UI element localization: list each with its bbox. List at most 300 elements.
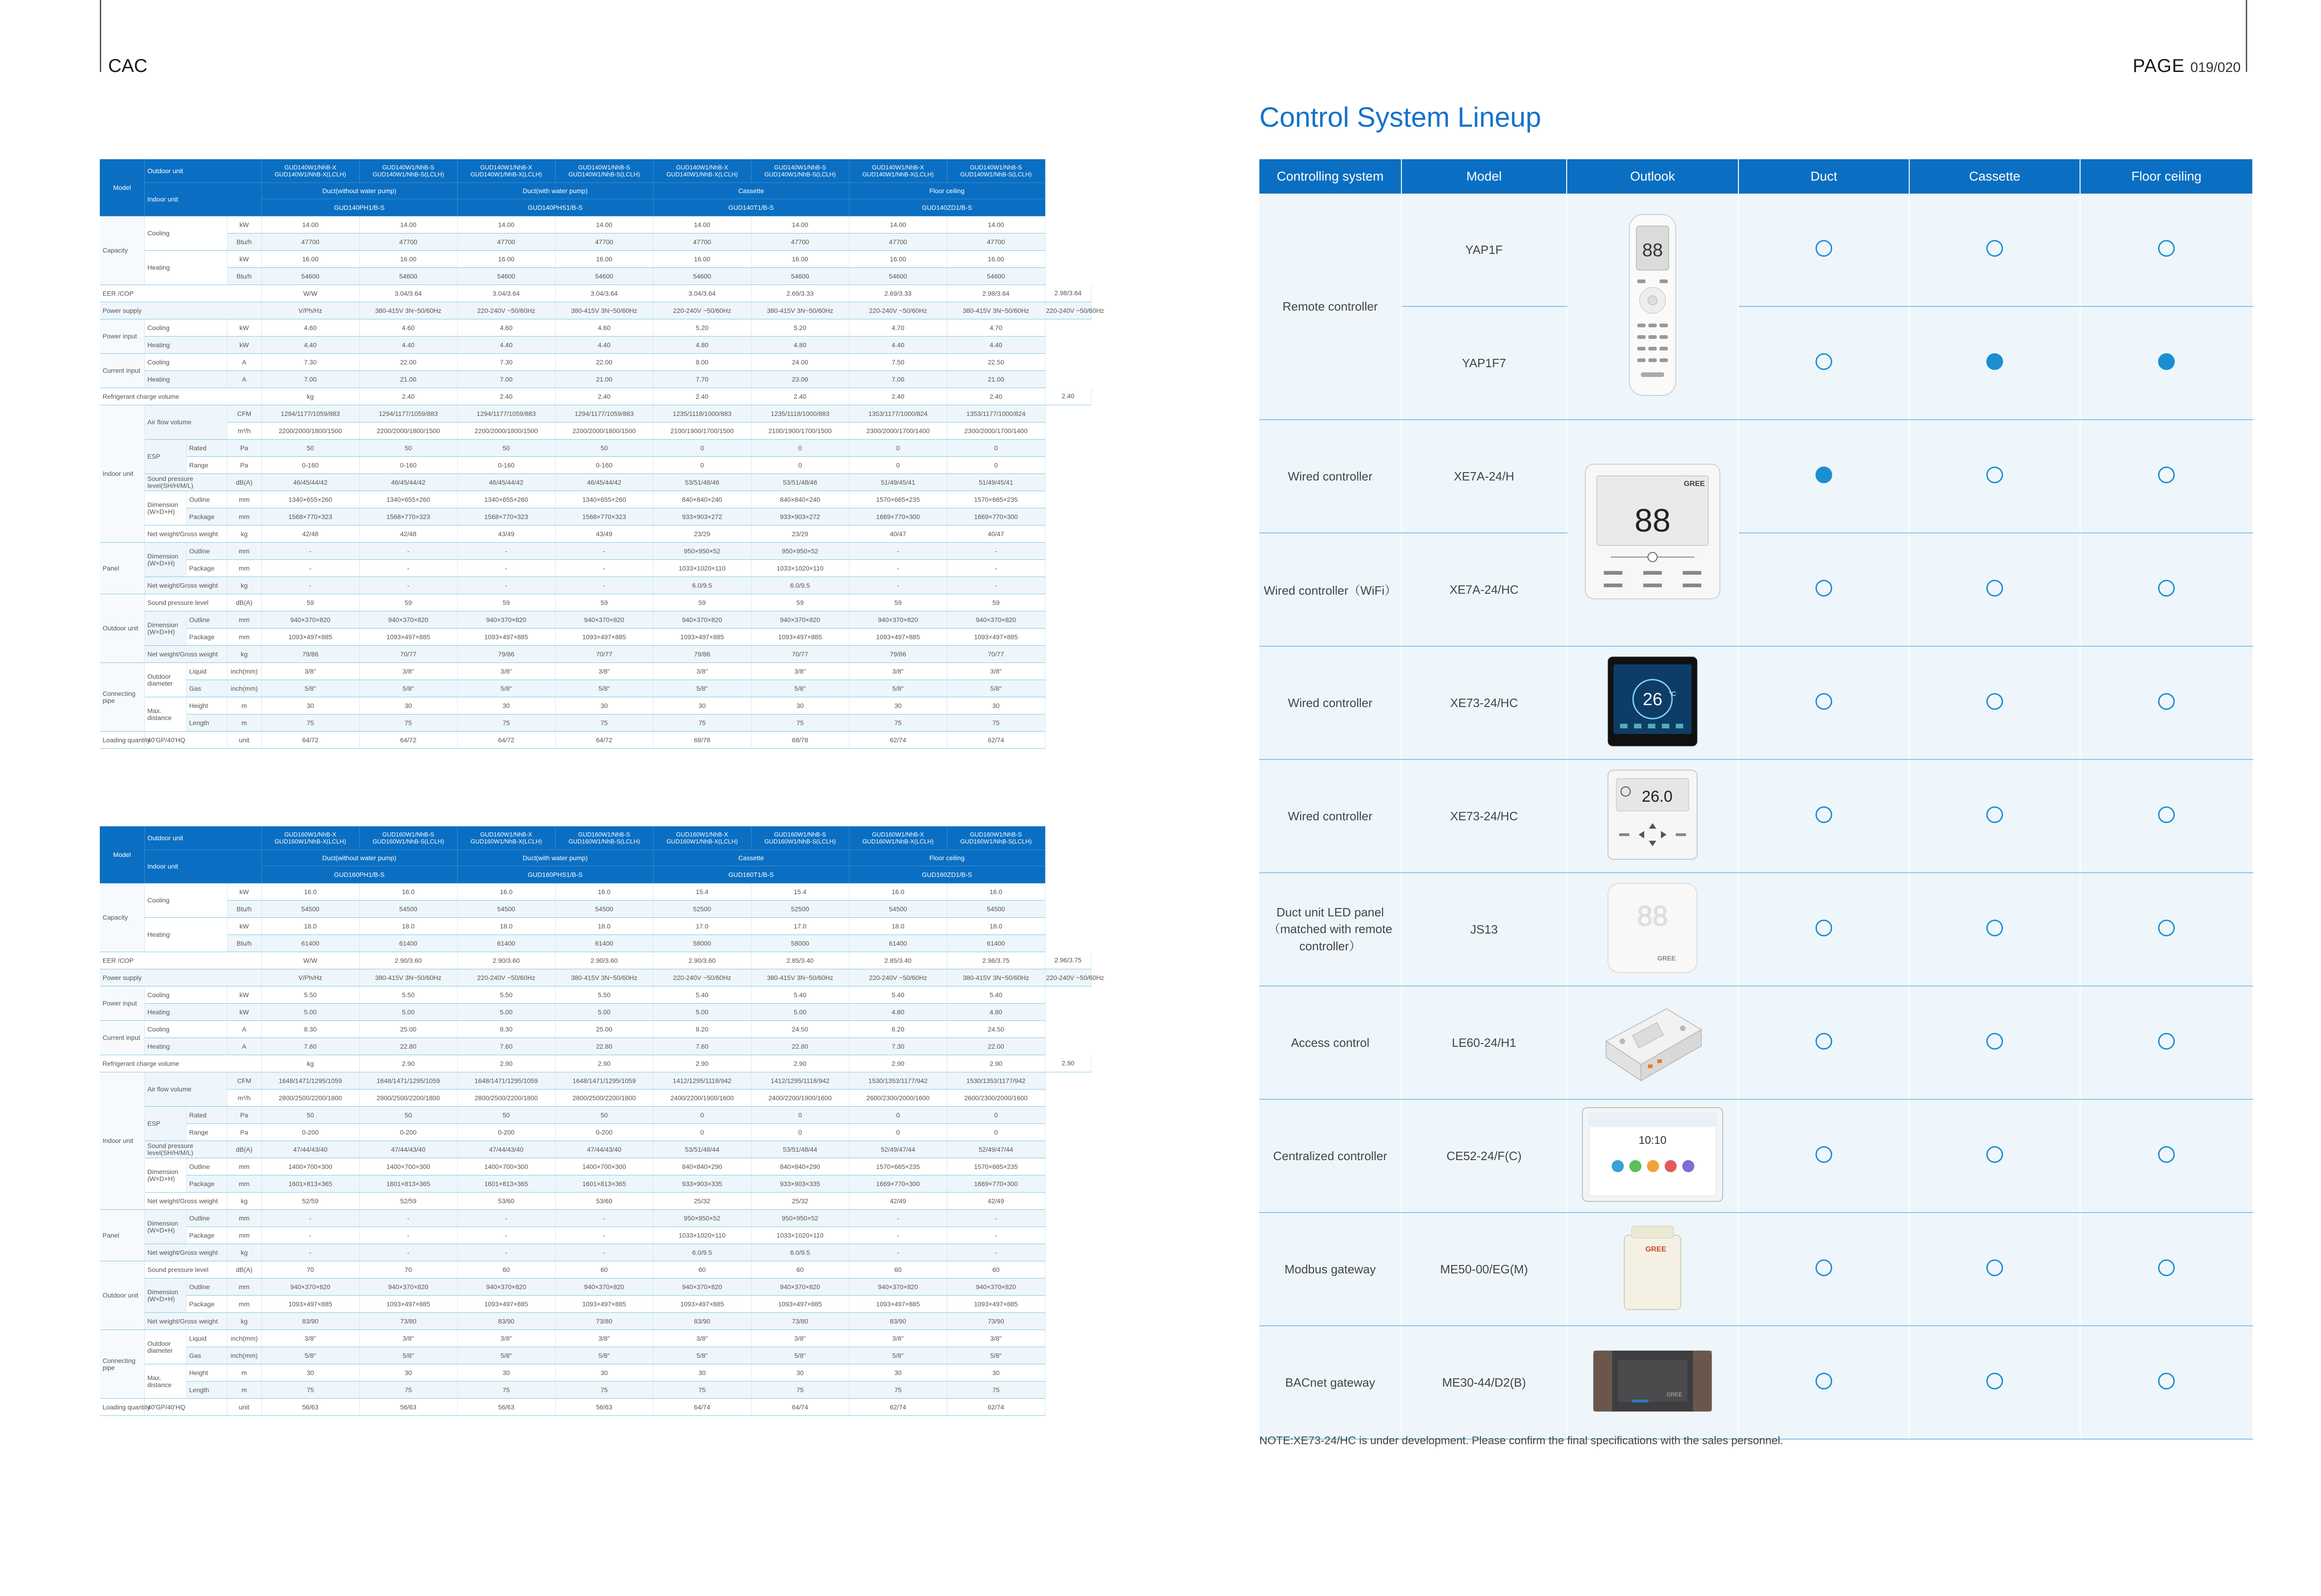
lineup-row: [1259, 1213, 2253, 1326]
spec-table-160: [100, 826, 1104, 1416]
spec-value-cell: 5/8": [359, 1347, 457, 1364]
spec-row: [100, 388, 1091, 405]
spec-value-cell: 5.20: [751, 319, 849, 337]
spec-unit: dB(A): [227, 1261, 261, 1278]
duct-cell: [1738, 759, 1909, 873]
spec-row: [100, 354, 1091, 371]
spec-row: [100, 1107, 1091, 1124]
spec-value-cell: 0-160: [555, 457, 653, 474]
outdoor-model-cell: GUD160W1/NhB-S GUD160W1/NhB-S(LCLH): [555, 826, 653, 850]
spec-value-cell: 16.00: [751, 251, 849, 268]
spec-value-cell: 4.40: [849, 337, 947, 354]
spec-value-cell: 5.00: [261, 1004, 359, 1021]
spec-value-cell: 1530/1353/1177/942: [947, 1072, 1045, 1090]
outdoor-model-cell: GUD160W1/NhB-X GUD160W1/NhB-X(LCLH): [849, 826, 947, 850]
page-title: Control System Lineup: [1259, 102, 1541, 133]
spec-value-cell: 1601×813×365: [457, 1175, 555, 1193]
hollow-circle-icon: [2158, 1373, 2175, 1389]
spec-value-cell: 1353/1177/1000/824: [849, 405, 947, 422]
spec-group-label: Connecting pipe: [100, 663, 144, 732]
model-cell: LE60-24/H1: [1401, 986, 1567, 1099]
spec-value-cell: 0: [947, 457, 1045, 474]
spec-value-cell: 59: [359, 594, 457, 611]
spec-value-cell: 2.85/3.40: [751, 952, 849, 969]
spec-value-cell: 8.20: [653, 1021, 751, 1038]
spec-value-cell: 940×370×820: [653, 611, 751, 629]
spec-value-cell: -: [457, 560, 555, 577]
spec-value-cell: 4.80: [751, 337, 849, 354]
spec-value-cell: 5.00: [555, 1004, 653, 1021]
spec-value-cell: 18.0: [947, 918, 1045, 935]
spec-sub-label: Cooling: [144, 1021, 227, 1038]
spec-value-cell: 30: [457, 697, 555, 714]
spec-value-cell: 5/8": [653, 1347, 751, 1364]
spec-value-cell: 70/77: [947, 646, 1045, 663]
hollow-circle-icon: [1986, 920, 2003, 936]
spec-value-cell: 4.60: [261, 319, 359, 337]
hollow-circle-icon: [1815, 806, 1832, 823]
spec-value-cell: 2.40: [947, 388, 1045, 405]
spec-value-cell: 3/8": [653, 663, 751, 680]
spec-value-cell: 2.98/3.64: [1045, 285, 1091, 302]
spec-row: [100, 1038, 1091, 1055]
spec-third-label: Range: [186, 1124, 227, 1141]
spec-row: [100, 457, 1091, 474]
spec-value-cell: 1093×497×885: [947, 629, 1045, 646]
spec-value-cell: 75: [849, 1382, 947, 1399]
spec-value-cell: 5/8": [555, 1347, 653, 1364]
spec-value-cell: -: [849, 577, 947, 594]
spec-value-cell: 5.00: [359, 1004, 457, 1021]
spec-value-cell: 1093×497×885: [849, 1296, 947, 1313]
hollow-circle-icon: [1986, 240, 2003, 257]
spec-value-cell: 73/90: [947, 1313, 1045, 1330]
spec-value-cell: 60: [457, 1261, 555, 1278]
spec-third-label: Outline: [186, 611, 227, 629]
spec-unit: Pa: [227, 1124, 261, 1141]
spec-value-cell: 1400×700×300: [555, 1158, 653, 1175]
spec-value-cell: 0-200: [261, 1124, 359, 1141]
spec-value-cell: 2.90: [457, 1055, 555, 1072]
spec-row: [100, 1227, 1091, 1244]
spec-unit: A: [227, 1021, 261, 1038]
spec-value-cell: 933×903×335: [751, 1175, 849, 1193]
spec-value-cell: 16.00: [849, 251, 947, 268]
spec-sub-label: Dimension (W×D×H): [144, 1158, 186, 1193]
spec-value-cell: 47/44/43/40: [359, 1141, 457, 1158]
duct-cell: [1738, 1213, 1909, 1326]
spec-value-cell: 53/51/48/44: [653, 1141, 751, 1158]
spec-value-cell: 2.40: [359, 388, 457, 405]
spec-value-cell: 47700: [555, 234, 653, 251]
spec-value-cell: 940×370×820: [555, 1278, 653, 1296]
spec-row: [100, 714, 1091, 732]
spec-value-cell: 7.60: [261, 1038, 359, 1055]
floor-ceiling-cell: [2080, 1213, 2253, 1326]
spec-row: [100, 1364, 1091, 1382]
spec-value-cell: 2.85/3.40: [849, 952, 947, 969]
spec-value-cell: 61400: [555, 935, 653, 952]
spec-value-cell: 62/74: [849, 732, 947, 749]
spec-value-cell: 0-200: [359, 1124, 457, 1141]
spec-value-cell: 30: [653, 1364, 751, 1382]
spec-value-cell: 83/90: [849, 1313, 947, 1330]
spec-value-cell: 2.69/3.33: [849, 285, 947, 302]
spec-value-cell: 1093×497×885: [261, 629, 359, 646]
spec-value-cell: 16.0: [359, 883, 457, 901]
spec-value-cell: 4.40: [457, 337, 555, 354]
spec-value-cell: 3.04/3.64: [457, 285, 555, 302]
spec-unit: m: [227, 697, 261, 714]
spec-value-cell: 22.00: [555, 354, 653, 371]
spec-group-label: Power input: [100, 986, 144, 1021]
wired-display-text: 88: [1634, 502, 1671, 538]
spec-value-cell: 3.04/3.64: [359, 285, 457, 302]
spec-value-cell: 75: [359, 714, 457, 732]
spec-value-cell: 47700: [359, 234, 457, 251]
spec-value-cell: 0-160: [261, 457, 359, 474]
spec-unit: kW: [227, 337, 261, 354]
spec-unit: unit: [227, 1399, 261, 1416]
spec-value-cell: 70/77: [751, 646, 849, 663]
spec-value-cell: 54600: [457, 268, 555, 285]
spec-value-cell: 0: [751, 440, 849, 457]
spec-value-cell: 940×370×820: [653, 1278, 751, 1296]
spec-value-cell: 1294/1177/1059/883: [555, 405, 653, 422]
led-display-text: 88: [1637, 900, 1668, 932]
col-cassette: Cassette: [1909, 159, 2080, 194]
spec-value-cell: 5/8": [457, 1347, 555, 1364]
duct-cell: [1738, 194, 1909, 306]
spec-value-cell: 6.0/9.5: [751, 577, 849, 594]
spec-head-indoor: Indoor unit: [144, 850, 261, 883]
spec-row: [100, 1004, 1091, 1021]
spec-value-cell: 61400: [359, 935, 457, 952]
spec-value-cell: 75: [849, 714, 947, 732]
spec-value-cell: 56/63: [261, 1399, 359, 1416]
spec-unit: mm: [227, 1278, 261, 1296]
spec-value-cell: 1093×497×885: [555, 1296, 653, 1313]
spec-value-cell: 2.90/3.60: [653, 952, 751, 969]
model-cell: YAP1F7: [1401, 306, 1567, 420]
spec-value-cell: 50: [457, 440, 555, 457]
spec-value-cell: 2300/2000/1700/1400: [849, 422, 947, 440]
spec-value-cell: 380-415V 3N~50/60Hz: [751, 969, 849, 986]
spec-value-cell: 2.40: [1045, 388, 1091, 405]
hollow-circle-icon: [1986, 467, 2003, 483]
spec-third-label: Package: [186, 629, 227, 646]
spec-value-cell: 1601×813×365: [359, 1175, 457, 1193]
spec-value-cell: 7.60: [457, 1038, 555, 1055]
spec-value-cell: -: [457, 1227, 555, 1244]
spec-sub-label: Net weight/Gross weight: [144, 1313, 227, 1330]
spec-value-cell: 3/8": [457, 663, 555, 680]
spec-value-cell: 3.04/3.64: [653, 285, 751, 302]
spec-unit: dB(A): [227, 474, 261, 491]
spec-value-cell: 2800/2500/2200/1800: [261, 1090, 359, 1107]
page-label: PAGE: [2133, 56, 2185, 76]
spec-value-cell: 1235/1118/1000/883: [653, 405, 751, 422]
spec-value-cell: 1648/1471/1295/1059: [555, 1072, 653, 1090]
spec-value-cell: 23.00: [751, 371, 849, 388]
spec-sub-label: 40'GP/40'HQ: [144, 1399, 227, 1416]
spec-value-cell: 1033×1020×110: [653, 1227, 751, 1244]
system-centralized-controller: Centralized controller: [1259, 1099, 1401, 1213]
spec-value-cell: 4.70: [849, 319, 947, 337]
spec-value-cell: 2600/2300/2000/1600: [849, 1090, 947, 1107]
spec-third-label: Outline: [186, 1278, 227, 1296]
spec-head-model: Model: [100, 826, 144, 883]
outlook-bacnet-gateway: [1567, 1326, 1738, 1439]
spec-value-cell: -: [359, 543, 457, 560]
hollow-circle-icon: [1986, 1259, 2003, 1276]
spec-value-cell: 0: [751, 1107, 849, 1124]
outdoor-model-cell: GUD160W1/NhB-X GUD160W1/NhB-X(LCLH): [653, 826, 751, 850]
spec-value-cell: 16.0: [261, 883, 359, 901]
spec-group-label: Current input: [100, 1021, 144, 1055]
hollow-circle-icon: [2158, 240, 2175, 257]
spec-value-cell: 2.40: [555, 388, 653, 405]
spec-value-cell: 2800/2500/2200/1800: [359, 1090, 457, 1107]
spec-value-cell: 5.50: [555, 986, 653, 1004]
filled-circle-icon: [2158, 353, 2175, 370]
outlook-xe73-black: [1567, 646, 1738, 759]
spec-header-indoor-type: [100, 183, 1091, 199]
spec-value-cell: 16.0: [849, 883, 947, 901]
spec-value-cell: 2200/2000/1800/1500: [555, 422, 653, 440]
spec-value-cell: 1033×1020×110: [751, 560, 849, 577]
spec-sub-label: ESP: [144, 1107, 186, 1141]
spec-value-cell: 14.00: [261, 216, 359, 234]
spec-third-label: Rated: [186, 1107, 227, 1124]
modbus-gateway-image: [1613, 1221, 1692, 1314]
floor-ceiling-cell: [2080, 1326, 2253, 1439]
lineup-row: [1259, 1099, 2253, 1213]
spec-value-cell: 1400×700×300: [359, 1158, 457, 1175]
spec-row: [100, 1141, 1091, 1158]
spec-group-label: Current input: [100, 354, 144, 388]
outdoor-model-cell: GUD140W1/NhB-X GUD140W1/NhB-X(LCLH): [261, 159, 359, 183]
spec-value-cell: 950×950×52: [751, 543, 849, 560]
spec-unit: kg: [227, 526, 261, 543]
spec-value-cell: 47700: [947, 234, 1045, 251]
spec-row: [100, 543, 1091, 560]
spec-unit: Btu/h: [227, 234, 261, 251]
outdoor-model-cell: GUD140W1/NhB-S GUD140W1/NhB-S(LCLH): [751, 159, 849, 183]
spec-value-cell: 2.96/3.75: [1045, 952, 1091, 969]
spec-value-cell: 3/8": [555, 1330, 653, 1347]
spec-value-cell: 75: [947, 1382, 1045, 1399]
spec-value-cell: 25/32: [751, 1193, 849, 1210]
spec-value-cell: 14.00: [457, 216, 555, 234]
spec-value-cell: 17.0: [653, 918, 751, 935]
central-time-text: 10:10: [1638, 1134, 1667, 1147]
spec-value-cell: -: [849, 560, 947, 577]
spec-row: [100, 405, 1091, 422]
spec-value-cell: 1601×813×365: [261, 1175, 359, 1193]
spec-unit: mm: [227, 1158, 261, 1175]
spec-value-cell: 1570×665×235: [947, 491, 1045, 508]
indoor-type-cell: Duct(with water pump): [457, 183, 653, 199]
hollow-circle-icon: [1815, 1033, 1832, 1050]
indoor-type-cell: Floor ceiling: [849, 183, 1045, 199]
spec-value-cell: 3/8": [849, 1330, 947, 1347]
spec-value-cell: 5/8": [751, 680, 849, 697]
spec-value-cell: 5/8": [261, 1347, 359, 1364]
spec-value-cell: 1568×770×323: [261, 508, 359, 526]
outdoor-model-cell: GUD140W1/NhB-S GUD140W1/NhB-S(LCLH): [555, 159, 653, 183]
spec-header-indoor-type: [100, 850, 1091, 866]
spec-value-cell: 0: [653, 440, 751, 457]
spec-value-cell: 380-415V 3N~50/60Hz: [947, 302, 1045, 319]
spec-group-label: Power supply: [100, 302, 261, 319]
col-duct: Duct: [1738, 159, 1909, 194]
indoor-model-cell: GUD140ZD1/B-S: [849, 199, 1045, 216]
spec-value-cell: 1400×700×300: [457, 1158, 555, 1175]
spec-value-cell: 50: [261, 440, 359, 457]
spec-value-cell: 47700: [653, 234, 751, 251]
spec-value-cell: 75: [261, 1382, 359, 1399]
spec-value-cell: 79/86: [457, 646, 555, 663]
spec-value-cell: 54600: [555, 268, 653, 285]
spec-value-cell: 950×950×52: [653, 1210, 751, 1227]
floor-ceiling-cell: [2080, 986, 2253, 1099]
spec-value-cell: 52500: [751, 901, 849, 918]
spec-value-cell: -: [947, 1227, 1045, 1244]
hollow-circle-icon: [1815, 1259, 1832, 1276]
spec-value-cell: 8.20: [849, 1021, 947, 1038]
spec-sub-label: Outdoor diameter: [144, 1330, 186, 1364]
spec-third-label: Height: [186, 697, 227, 714]
spec-unit: A: [227, 371, 261, 388]
spec-value-cell: 4.70: [947, 319, 1045, 337]
spec-value-cell: 21.00: [947, 371, 1045, 388]
spec-value-cell: 1400×700×300: [261, 1158, 359, 1175]
cassette-cell: [1909, 759, 2080, 873]
spec-value-cell: 3/8": [457, 1330, 555, 1347]
spec-value-cell: 50: [359, 1107, 457, 1124]
brand-text: GREE: [1657, 954, 1676, 962]
hollow-circle-icon: [1986, 1373, 2003, 1389]
outlook-centralized-controller: [1567, 1099, 1738, 1213]
spec-row: [100, 663, 1091, 680]
spec-value-cell: 7.30: [261, 354, 359, 371]
hollow-circle-icon: [1986, 580, 2003, 597]
outdoor-model-cell: GUD160W1/NhB-X GUD160W1/NhB-X(LCLH): [457, 826, 555, 850]
spec-value-cell: 75: [653, 714, 751, 732]
spec-value-cell: 5/8": [457, 680, 555, 697]
spec-third-label: Liquid: [186, 663, 227, 680]
spec-value-cell: -: [849, 543, 947, 560]
spec-value-cell: 5/8": [849, 680, 947, 697]
spec-value-cell: 1648/1471/1295/1059: [261, 1072, 359, 1090]
spec-value-cell: 42/49: [947, 1193, 1045, 1210]
spec-sub-label: Air flow volume: [144, 1072, 227, 1107]
spec-value-cell: 18.0: [849, 918, 947, 935]
spec-value-cell: 50: [555, 1107, 653, 1124]
outdoor-model-cell: GUD140W1/NhB-X GUD140W1/NhB-X(LCLH): [457, 159, 555, 183]
spec-third-label: Package: [186, 1227, 227, 1244]
spec-value-cell: 51/49/45/41: [947, 474, 1045, 491]
spec-value-cell: 64/72: [359, 732, 457, 749]
spec-value-cell: 54500: [947, 901, 1045, 918]
spec-unit: mm: [227, 1175, 261, 1193]
spec-sub-label: Dimension (W×D×H): [144, 611, 186, 646]
spec-unit: m: [227, 714, 261, 732]
spec-value-cell: 14.00: [653, 216, 751, 234]
spec-value-cell: 2.40: [849, 388, 947, 405]
spec-row: [100, 611, 1091, 629]
spec-header-outdoor: [100, 826, 1091, 850]
spec-value-cell: 60: [555, 1261, 653, 1278]
spec-unit: kW: [227, 1004, 261, 1021]
duct-cell: [1738, 873, 1909, 986]
spec-value-cell: 30: [555, 1364, 653, 1382]
spec-value-cell: 21.00: [359, 371, 457, 388]
spec-value-cell: 4.40: [947, 337, 1045, 354]
spec-value-cell: 0-160: [359, 457, 457, 474]
spec-value-cell: 79/86: [653, 646, 751, 663]
spec-row: [100, 508, 1091, 526]
spec-value-cell: 46/45/44/42: [555, 474, 653, 491]
spec-sub-label: Heating: [144, 371, 227, 388]
spec-sub-label: Sound pressure level(SH/H/M/L): [144, 1141, 227, 1158]
spec-value-cell: 1093×497×885: [849, 629, 947, 646]
spec-unit: Pa: [227, 1107, 261, 1124]
spec-value-cell: 25.00: [555, 1021, 653, 1038]
spec-group-label: Capacity: [100, 883, 144, 952]
spec-value-cell: 54600: [751, 268, 849, 285]
spec-row: [100, 216, 1091, 234]
spec-value-cell: 50: [261, 1107, 359, 1124]
spec-value-cell: -: [555, 560, 653, 577]
spec-row: [100, 969, 1091, 986]
spec-value-cell: 61400: [849, 935, 947, 952]
spec-value-cell: 220-240V ~50/60Hz: [1045, 302, 1091, 319]
spec-value-cell: 59: [555, 594, 653, 611]
spec-value-cell: 61400: [457, 935, 555, 952]
spec-value-cell: 22.80: [751, 1038, 849, 1055]
spec-row: [100, 491, 1091, 508]
lineup-row: [1259, 873, 2253, 986]
spec-value-cell: 2.40: [653, 388, 751, 405]
spec-value-cell: 5/8": [849, 1347, 947, 1364]
spec-value-cell: 3/8": [261, 1330, 359, 1347]
spec-value-cell: 380-415V 3N~50/60Hz: [359, 969, 457, 986]
spec-unit: W/W: [261, 285, 359, 302]
outlook-xe7a: [1567, 420, 1738, 646]
spec-group-label: Connecting pipe: [100, 1330, 144, 1399]
spec-group-label: EER /COP: [100, 285, 261, 302]
spec-value-cell: 30: [359, 1364, 457, 1382]
spec-value-cell: 58000: [653, 935, 751, 952]
spec-value-cell: 0-200: [555, 1124, 653, 1141]
spec-value-cell: -: [457, 543, 555, 560]
spec-value-cell: 940×370×820: [261, 1278, 359, 1296]
spec-group-label: Capacity: [100, 216, 144, 285]
cassette-cell: [1909, 646, 2080, 759]
spec-value-cell: 1294/1177/1059/883: [359, 405, 457, 422]
lineup-row: [1259, 986, 2253, 1099]
spec-unit: mm: [227, 611, 261, 629]
spec-value-cell: 220-240V ~50/60Hz: [457, 969, 555, 986]
indoor-type-cell: Floor ceiling: [849, 850, 1045, 866]
spec-value-cell: 1568×770×323: [555, 508, 653, 526]
spec-value-cell: 70/77: [359, 646, 457, 663]
spec-value-cell: 54500: [359, 901, 457, 918]
spec-value-cell: 5.50: [457, 986, 555, 1004]
spec-value-cell: 380-415V 3N~50/60Hz: [947, 969, 1045, 986]
